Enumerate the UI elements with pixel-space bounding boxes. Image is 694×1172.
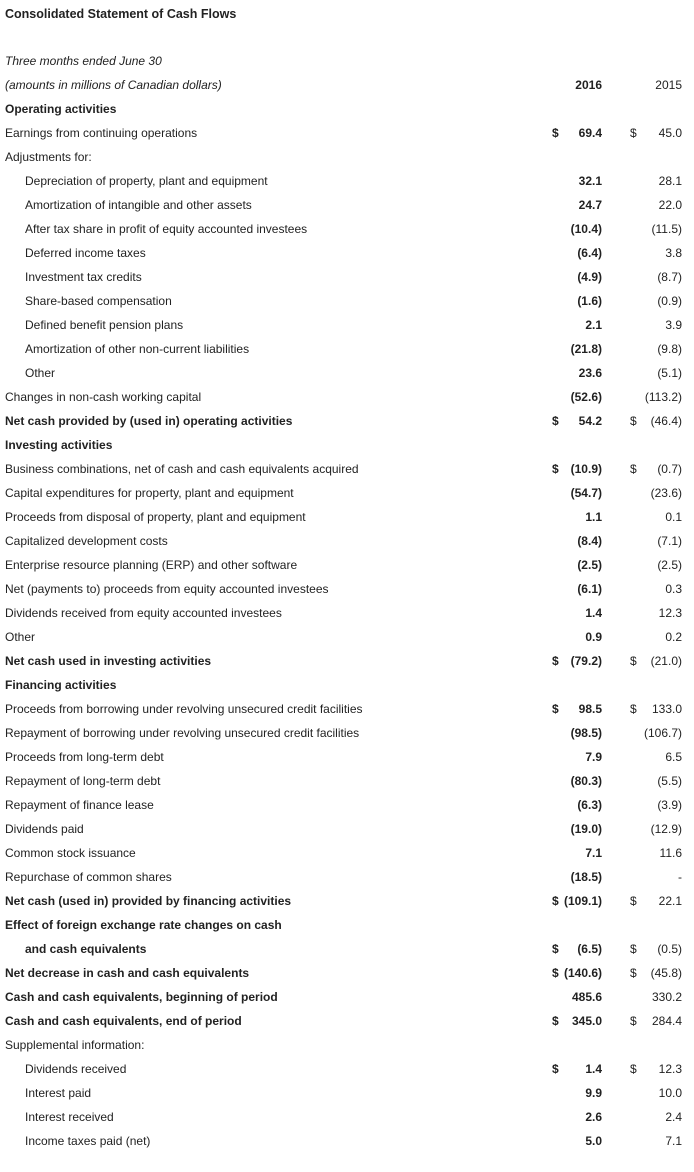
value-2015 — [630, 817, 682, 841]
row-label: Interest paid — [25, 1086, 92, 1100]
row-label: Depreciation of property, plant and equipment — [25, 174, 268, 188]
value-2015 — [630, 1129, 682, 1153]
currency-symbol: $ — [630, 1014, 637, 1028]
amount-value: (11.5) — [651, 222, 682, 236]
amount-value: 1.4 — [585, 1062, 602, 1076]
currency-symbol: $ — [630, 462, 637, 476]
currency-symbol: $ — [552, 1062, 559, 1076]
row-label: and cash equivalents — [25, 942, 147, 956]
row-label: Defined benefit pension plans — [25, 318, 184, 332]
value-2015 — [630, 193, 682, 217]
value-2015 — [630, 385, 682, 409]
amount-value: (8.7) — [657, 270, 682, 284]
row-label: Amortization of other non-current liabilities — [25, 342, 250, 356]
currency-symbol: $ — [630, 1062, 637, 1076]
value-2016 — [552, 793, 602, 817]
statement-title: Consolidated Statement of Cash Flows — [5, 7, 237, 21]
amount-value: 24.7 — [578, 198, 602, 212]
amount-value: 3.9 — [665, 318, 682, 332]
value-2015 — [630, 865, 682, 889]
value-2016 — [552, 1129, 602, 1153]
amount-value: (19.0) — [570, 822, 602, 836]
table-row — [0, 649, 694, 673]
column-header-2015 — [630, 73, 682, 97]
value-2016 — [552, 841, 602, 865]
currency-symbol: $ — [552, 414, 559, 428]
row-label: Income taxes paid (net) — [25, 1134, 151, 1148]
row-label: Adjustments for: — [5, 150, 92, 164]
amount-value: (21.0) — [650, 654, 682, 668]
amount-value: 0.3 — [665, 582, 682, 596]
row-label: Investing activities — [5, 438, 113, 452]
table-row — [0, 961, 694, 985]
table-row — [0, 577, 694, 601]
cash-flow-table — [0, 49, 694, 1153]
value-2015 — [630, 745, 682, 769]
table-row — [0, 793, 694, 817]
value-2016 — [552, 889, 602, 913]
currency-symbol: $ — [552, 126, 559, 140]
value-2016 — [552, 265, 602, 289]
currency-symbol: $ — [630, 966, 637, 980]
value-2015 — [630, 1105, 682, 1129]
table-row — [0, 937, 694, 961]
value-2015 — [630, 625, 682, 649]
amount-value: 2.6 — [585, 1110, 602, 1124]
amount-value: (113.2) — [644, 390, 682, 404]
amount-value: (52.6) — [570, 390, 602, 404]
row-label: Cash and cash equivalents, beginning of period — [5, 990, 278, 1004]
row-label: Dividends paid — [5, 822, 84, 836]
currency-symbol: $ — [630, 894, 637, 908]
value-2016 — [552, 937, 602, 961]
column-header-row — [0, 73, 694, 97]
table-row — [0, 1105, 694, 1129]
amount-value: 0.9 — [585, 630, 602, 644]
amount-value: (6.4) — [577, 246, 602, 260]
value-2015 — [630, 937, 682, 961]
value-2016 — [552, 625, 602, 649]
row-label: Financing activities — [5, 678, 117, 692]
value-2015 — [630, 721, 682, 745]
value-2016 — [552, 1009, 602, 1033]
row-label: Net cash used in investing activities — [5, 654, 212, 668]
value-2016 — [552, 241, 602, 265]
value-2016 — [552, 529, 602, 553]
value-2016 — [552, 169, 602, 193]
row-label: Cash and cash equivalents, end of period — [5, 1014, 242, 1028]
row-label: Investment tax credits — [25, 270, 142, 284]
value-2016 — [552, 961, 602, 985]
amount-value: (8.4) — [577, 534, 602, 548]
table-row — [0, 433, 694, 457]
table-row — [0, 745, 694, 769]
currency-symbol: $ — [552, 966, 559, 980]
amount-value: 45.0 — [658, 126, 682, 140]
value-2015 — [630, 649, 682, 673]
amount-value: 9.9 — [585, 1086, 602, 1100]
table-row — [0, 673, 694, 697]
amount-value: (10.4) — [570, 222, 602, 236]
row-label: Proceeds from borrowing under revolving unsecured credit facilities — [5, 702, 363, 716]
value-2016 — [552, 385, 602, 409]
amount-value: 0.1 — [665, 510, 682, 524]
value-2016 — [552, 505, 602, 529]
row-label: Capitalized development costs — [5, 534, 168, 548]
table-row — [0, 1129, 694, 1153]
amount-value: 345.0 — [571, 1014, 602, 1028]
table-row — [0, 409, 694, 433]
table-row — [0, 217, 694, 241]
table-row — [0, 49, 694, 73]
table-row — [0, 841, 694, 865]
amount-value: 2.4 — [665, 1110, 682, 1124]
amount-value: 12.3 — [658, 606, 682, 620]
row-label: Common stock issuance — [5, 846, 136, 860]
row-label: Enterprise resource planning (ERP) and other software — [5, 558, 298, 572]
amount-value: (9.8) — [657, 342, 682, 356]
row-label: Net (payments to) proceeds from equity accounted investees — [5, 582, 329, 596]
value-2016 — [552, 817, 602, 841]
amount-value: 3.8 — [665, 246, 682, 260]
row-label: Interest received — [25, 1110, 114, 1124]
value-2016 — [552, 577, 602, 601]
table-row — [0, 889, 694, 913]
table-row — [0, 145, 694, 169]
amount-value: (0.7) — [657, 462, 682, 476]
row-label: Other — [25, 366, 56, 380]
amount-value: (80.3) — [570, 774, 602, 788]
value-2016 — [552, 769, 602, 793]
value-2015 — [630, 337, 682, 361]
value-2016 — [552, 553, 602, 577]
table-row — [0, 1033, 694, 1057]
row-label: Three months ended June 30 — [5, 54, 162, 68]
amount-value: (2.5) — [577, 558, 602, 572]
amount-value: - — [678, 870, 682, 884]
amount-value: 1.1 — [585, 510, 602, 524]
amount-value: 7.9 — [585, 750, 602, 764]
value-2015 — [630, 601, 682, 625]
value-2016 — [552, 1057, 602, 1081]
value-2016 — [552, 217, 602, 241]
amount-value: 2015 — [655, 78, 682, 92]
row-label: Supplemental information: — [5, 1038, 145, 1052]
amount-value: (79.2) — [570, 654, 602, 668]
amount-value: (6.3) — [577, 798, 602, 812]
currency-symbol: $ — [630, 654, 637, 668]
row-label: Repurchase of common shares — [5, 870, 172, 884]
value-2016 — [552, 409, 602, 433]
value-2016 — [552, 361, 602, 385]
value-2015 — [630, 1081, 682, 1105]
currency-symbol: $ — [552, 894, 559, 908]
table-row — [0, 313, 694, 337]
currency-symbol: $ — [552, 654, 559, 668]
row-label: Operating activities — [5, 102, 117, 116]
amount-value: 22.0 — [658, 198, 682, 212]
value-2016 — [552, 193, 602, 217]
value-2015 — [630, 481, 682, 505]
amount-value: (109.1) — [563, 894, 602, 908]
value-2016 — [552, 1105, 602, 1129]
currency-symbol: $ — [552, 942, 559, 956]
row-label: Deferred income taxes — [25, 246, 146, 260]
amount-value: (23.6) — [650, 486, 682, 500]
value-2016 — [552, 697, 602, 721]
amount-value: 12.3 — [658, 1062, 682, 1076]
table-row — [0, 385, 694, 409]
amount-value: (45.8) — [650, 966, 682, 980]
amount-value: 32.1 — [578, 174, 602, 188]
value-2015 — [630, 169, 682, 193]
amount-value: (3.9) — [657, 798, 682, 812]
currency-symbol: $ — [630, 414, 637, 428]
amount-value: (21.8) — [570, 342, 602, 356]
row-label: Business combinations, net of cash and cash equivalents acquired — [5, 462, 359, 476]
value-2016 — [552, 745, 602, 769]
value-2016 — [552, 313, 602, 337]
row-label: Effect of foreign exchange rate changes on cash — [5, 918, 282, 932]
amount-value: (0.9) — [657, 294, 682, 308]
amount-value: (54.7) — [570, 486, 602, 500]
amount-value: (6.5) — [577, 942, 602, 956]
value-2015 — [630, 961, 682, 985]
currency-symbol: $ — [630, 126, 637, 140]
table-row — [0, 1057, 694, 1081]
row-label: Repayment of borrowing under revolving unsecured credit facilities — [5, 726, 360, 740]
amount-value: 11.6 — [659, 846, 682, 860]
table-row — [0, 97, 694, 121]
table-row — [0, 1009, 694, 1033]
row-label: Changes in non-cash working capital — [5, 390, 202, 404]
amount-value: (140.6) — [563, 966, 602, 980]
table-row — [0, 457, 694, 481]
value-2016 — [552, 865, 602, 889]
currency-symbol: $ — [552, 1014, 559, 1028]
amount-value: (7.1) — [657, 534, 682, 548]
amount-value: 7.1 — [585, 846, 602, 860]
row-label: Net cash (used in) provided by financing activities — [5, 894, 292, 908]
amount-value: (5.1) — [657, 366, 682, 380]
value-2015 — [630, 313, 682, 337]
value-2015 — [630, 217, 682, 241]
amount-value: 10.0 — [658, 1086, 682, 1100]
value-2016 — [552, 601, 602, 625]
amount-value: 0.2 — [665, 630, 682, 644]
value-2015 — [630, 769, 682, 793]
table-row — [0, 193, 694, 217]
amount-value: 23.6 — [578, 366, 602, 380]
column-header-2016 — [552, 73, 602, 97]
amount-value: 28.1 — [658, 174, 682, 188]
table-row — [0, 361, 694, 385]
value-2016 — [552, 289, 602, 313]
table-row — [0, 121, 694, 145]
value-2015 — [630, 505, 682, 529]
row-label: Share-based compensation — [25, 294, 172, 308]
row-label: Repayment of long-term debt — [5, 774, 161, 788]
amount-value: (18.5) — [570, 870, 602, 884]
amount-value: (6.1) — [577, 582, 602, 596]
value-2015 — [630, 121, 682, 145]
value-2016 — [552, 649, 602, 673]
amount-value: 284.4 — [651, 1014, 682, 1028]
table-row — [0, 265, 694, 289]
table-row — [0, 985, 694, 1009]
amount-value: 2016 — [575, 78, 602, 92]
amount-value: (1.6) — [577, 294, 602, 308]
amount-value: 330.2 — [651, 990, 682, 1004]
table-row — [0, 505, 694, 529]
amount-value: 5.0 — [585, 1134, 602, 1148]
table-row — [0, 913, 694, 937]
value-2015 — [630, 457, 682, 481]
value-2016 — [552, 121, 602, 145]
value-2015 — [630, 409, 682, 433]
value-2015 — [630, 289, 682, 313]
value-2015 — [630, 889, 682, 913]
row-label: Earnings from continuing operations — [5, 126, 198, 140]
row-label: Proceeds from long-term debt — [5, 750, 164, 764]
currency-symbol: $ — [552, 702, 559, 716]
amount-value: 7.1 — [665, 1134, 682, 1148]
amount-value: (98.5) — [570, 726, 602, 740]
currency-symbol: $ — [630, 942, 637, 956]
value-2015 — [630, 265, 682, 289]
table-row — [0, 721, 694, 745]
row-label: After tax share in profit of equity accounted investees — [25, 222, 308, 236]
amount-value: 6.5 — [665, 750, 682, 764]
value-2015 — [630, 577, 682, 601]
value-2016 — [552, 337, 602, 361]
table-row — [0, 481, 694, 505]
value-2016 — [552, 985, 602, 1009]
table-row — [0, 865, 694, 889]
table-row — [0, 697, 694, 721]
amount-value: 69.4 — [578, 126, 602, 140]
row-label: Repayment of finance lease — [5, 798, 154, 812]
amount-value: (12.9) — [650, 822, 682, 836]
amount-value: 133.0 — [651, 702, 682, 716]
value-2015 — [630, 793, 682, 817]
currency-symbol: $ — [630, 702, 637, 716]
value-2015 — [630, 241, 682, 265]
value-2015 — [630, 361, 682, 385]
table-row — [0, 769, 694, 793]
amount-value: (4.9) — [577, 270, 602, 284]
row-label: Dividends received from equity accounted investees — [5, 606, 282, 620]
table-row — [0, 169, 694, 193]
amount-value: 22.1 — [658, 894, 682, 908]
table-row — [0, 553, 694, 577]
value-2015 — [630, 841, 682, 865]
amount-value: 485.6 — [571, 990, 602, 1004]
amount-value: (106.7) — [643, 726, 682, 740]
currency-symbol: $ — [552, 462, 559, 476]
amount-value: 98.5 — [578, 702, 602, 716]
value-2015 — [630, 697, 682, 721]
value-2015 — [630, 1057, 682, 1081]
value-2016 — [552, 721, 602, 745]
value-2016 — [552, 457, 602, 481]
amount-value: (2.5) — [657, 558, 682, 572]
amount-value: 2.1 — [585, 318, 602, 332]
amount-value: (0.5) — [657, 942, 682, 956]
value-2015 — [630, 529, 682, 553]
row-label: Amortization of intangible and other assets — [25, 198, 252, 212]
value-2016 — [552, 1081, 602, 1105]
amount-value: 54.2 — [578, 414, 602, 428]
row-label: Capital expenditures for property, plant and equipment — [5, 486, 294, 500]
table-row — [0, 1081, 694, 1105]
amount-value: (46.4) — [650, 414, 682, 428]
table-row — [0, 529, 694, 553]
row-label: Other — [5, 630, 36, 644]
amount-value: (5.5) — [657, 774, 682, 788]
table-row — [0, 241, 694, 265]
row-label: Dividends received — [25, 1062, 127, 1076]
amount-value: 1.4 — [585, 606, 602, 620]
row-label: (amounts in millions of Canadian dollars) — [5, 78, 222, 92]
amount-value: (10.9) — [570, 462, 602, 476]
table-row — [0, 625, 694, 649]
value-2015 — [630, 985, 682, 1009]
table-row — [0, 601, 694, 625]
table-row — [0, 817, 694, 841]
table-row — [0, 337, 694, 361]
row-label: Proceeds from disposal of property, plant and equipment — [5, 510, 306, 524]
value-2016 — [552, 481, 602, 505]
value-2015 — [630, 553, 682, 577]
row-label: Net cash provided by (used in) operating activities — [5, 414, 293, 428]
row-label: Net decrease in cash and cash equivalents — [5, 966, 250, 980]
value-2015 — [630, 1009, 682, 1033]
table-row — [0, 289, 694, 313]
